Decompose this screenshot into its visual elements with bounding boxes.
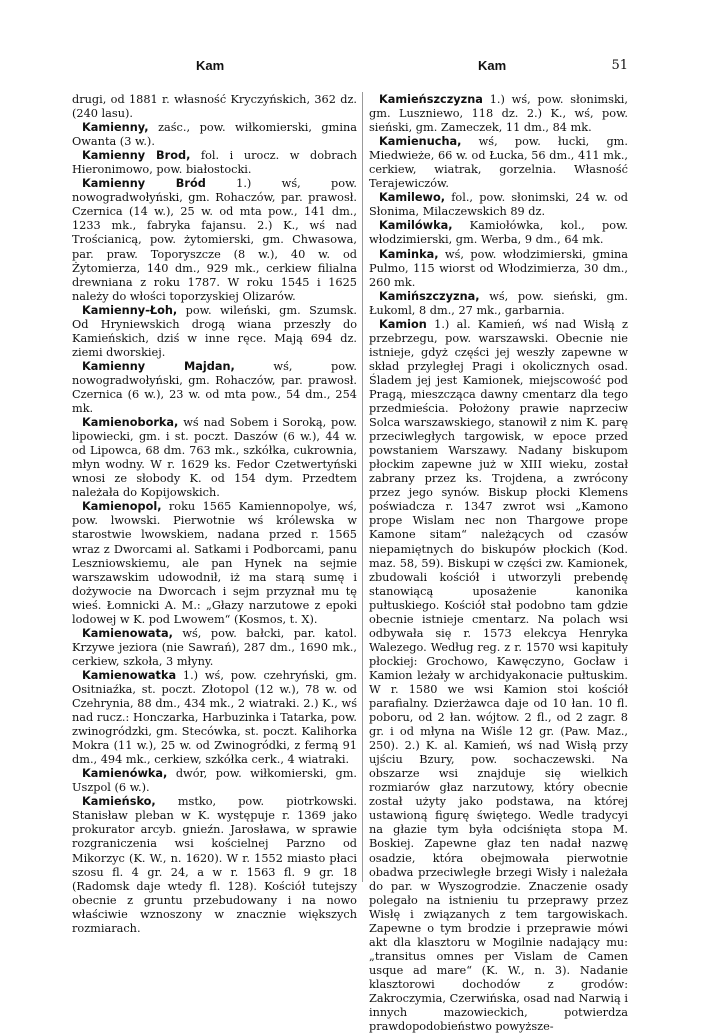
entry bbox=[72, 795, 357, 935]
entry-headword: Kamienowata, bbox=[82, 626, 173, 640]
entry bbox=[72, 304, 357, 360]
entry bbox=[369, 290, 628, 318]
left-column bbox=[72, 93, 357, 936]
entry bbox=[72, 121, 357, 149]
entry-text: roku 1565 Kamiennopolye, wś, pow. lwowski. Pierwotnie wś królewska w starostwie lwowskiem, nadana przed r. 1565 wraz z Dworcami al. Satkami i Podborcami, panu Leszniowskiemu, ale pan Hynek na sejmie warszawskim udowodnił, iż ma starą sumę i dożywocie na Dworcach i sejm przyznał mu tę wieś. Łomnicki A. M.: „Głazy narzutowe z epoki lodowej w K. pod Lwowem“ (Kosmos, t. X). bbox=[72, 500, 357, 626]
entry bbox=[72, 627, 357, 669]
entry-headword: Kamieńsko, bbox=[82, 795, 156, 809]
entry-text: pow. wileński, gm. Szumsk. Od Hryniewskich drogą wiana przeszły do Kamieńskich, dziś w inne ręce. Mają 694 dz. ziemi dworskiej. bbox=[72, 303, 357, 359]
entry-text: wś, pow. sieński, gm. Łukoml, 8 dm., 27 mk., garbarnia. bbox=[369, 289, 628, 317]
entry-text: 1.) wś, pow. czehryński, gm. Ositniaźka, st. poczt. Złotopol (12 w.), 78 w. od Czehrynia, 88 dm., 434 mk., 2 wiatraki. 2.) K., wś nad rucz.: Honczarka, Harbuzinka i Tatarka, pow. zwinogródzki, gm. Stecówka, st. poczt. Kalihorka Mokra (11 w.), 25 w. od Zwinogródki, z fermą 91 dm., 494 mk., cerkiew, szkółka cerk., 4 wiatraki. bbox=[72, 668, 357, 767]
entry bbox=[72, 669, 357, 767]
entry bbox=[72, 416, 357, 500]
entry-headword: Kamilówka, bbox=[379, 219, 453, 233]
entry-headword: Kamienoborka, bbox=[82, 416, 179, 430]
entry-text: 1.) wś, pow. nowogradwołyński, gm. Rohaczów, par. prawosł. Czernica (14 w.), 25 w. od mta pow., 141 dm., 1233 mk., fabryka fajansu. 2.) K., wś nad Trościanicą, pow. żytomierski, gm. Chwasowa, par. praw. Toporyszcze (8 w.), 40 w. od Żytomierza, 140 dm., 929 mk., cerkiew filialna drewniana z roku 1787. W roku 1545 i 1625 należy do włości toporzyskiej Olizarów. bbox=[72, 177, 357, 303]
entry bbox=[369, 248, 628, 290]
entry-headword: Kaminka, bbox=[379, 247, 439, 261]
entry bbox=[369, 318, 628, 1034]
entry-headword: Kamińszczyzna, bbox=[379, 289, 480, 303]
entry-headword: Kamion bbox=[379, 317, 427, 331]
entry-text: wś, pow. włodzimierski, gmina Pulmo, 115 wiorst od Włodzimierza, 30 dm., 260 mk. bbox=[369, 247, 628, 289]
right-column bbox=[369, 93, 628, 1034]
entry-headword: Kamienucha, bbox=[379, 135, 462, 149]
entry-text: fol., pow. słonimski, 24 w. od Słonima, Milaczewskich 89 dz. bbox=[369, 191, 628, 219]
entry bbox=[72, 360, 357, 416]
entry-text: 1.) wś, pow. słonimski, gm. Luszniewo, 118 dz. 2.) K., wś, pow. sieński, gm. Zameczek, 11 dm., 84 mk. bbox=[369, 93, 628, 135]
entry-text: dwór, pow. wiłkomierski, gm. Uszpol (6 w.). bbox=[72, 767, 357, 795]
entry-headword: Kamienny, bbox=[82, 121, 149, 135]
entry-headword: Kamienny Brod, bbox=[82, 149, 191, 163]
entry-text: Kamiołówka, kol., pow. włodzimierski, gm. Werba, 9 dm., 64 mk. bbox=[369, 219, 628, 247]
entry-headword: Kamienny Bród bbox=[82, 177, 206, 191]
entry bbox=[72, 149, 357, 177]
column-divider bbox=[362, 92, 363, 882]
entry bbox=[72, 93, 357, 121]
entry-headword: Kamienny Majdan, bbox=[82, 359, 235, 373]
entry-text: wś, pow. nowogradwołyński, gm. Rohaczów, par. prawosł. Czernica (6 w.), 23 w. od mta pow., 54 dm., 254 mk. bbox=[72, 359, 357, 416]
entry-headword: Kamieńszczyzna bbox=[379, 93, 483, 106]
entry-text: wś, pow. bałcki, par. katol. Krzywe jeziora (nie Sawrań), 287 dm., 1690 mk., cerkiew, szkoła, 3 młyny. bbox=[72, 626, 357, 668]
entry-text: wś nad Sobem i Soroką, pow. lipowiecki, gm. i st. poczt. Daszów (6 w.), 44 w. od Lipowca, 68 dm. 763 mk., szkółka, cukrownia, młyn wodny. W r. 1629 ks. Fedor Czetwertyński wnosi ze słobody K. od 154 dym. Przedtem należała do Kopijowskich. bbox=[72, 416, 357, 500]
entry bbox=[369, 135, 628, 191]
entry-headword: Kamienny-Łoh, bbox=[82, 303, 178, 317]
entry bbox=[369, 191, 628, 219]
entry bbox=[369, 219, 628, 247]
entry-headword: Kamilewo, bbox=[379, 191, 446, 205]
right-running-head: Kam bbox=[478, 58, 507, 73]
entry-headword: Kamienopol, bbox=[82, 500, 162, 514]
left-running-head: Kam bbox=[196, 58, 225, 73]
entry-text: drugi, od 1881 r. własność Kryczyńskich, 362 dz. (240 lasu). bbox=[72, 93, 357, 121]
entry-text: wś, pow. łucki, gm. Miedwieże, 66 w. od Łucka, 56 dm., 411 mk., cerkiew, wiatrak, gorzelnia. Własność Terajewiczów. bbox=[369, 135, 628, 191]
entry-text: fol. i urocz. w dobrach Hieronimowo, pow. białostocki. bbox=[72, 149, 357, 177]
entry-text: zaśc., pow. wiłkomierski, gmina Owanta (3 w.). bbox=[72, 121, 357, 149]
entry bbox=[369, 93, 628, 135]
entry-text: 1.) al. Kamień, wś nad Wisłą z przebrzegu, pow. warszawski. Obecnie nie istnieje, gdyż części jej weszły zapewne w skład przyległej Pragi i okolicznych osad. Śladem jej jest Kamionek, miejscowość pod Pragą, mieszcząca dawny cmentarz dla tego przedmieścia. Położony prawie naprzeciw Solca warszawskiego, stanowił z nim K. parę przeciwległych targowisk, w epoce przed powstaniem Warszawy. Nadany biskupom płockim zapewne już w XIII wieku, został zabrany przez ks. Trojdena, a zwrócony przez jego synów. Biskup płocki Klemens poświadcza r. 1347 zwrot wsi „Kamono prope Wislam nec non Thargowe prope Kamone sitam“ należących od czasów niepamiętnych do biskupów płockich (Kod. maz. 58, 59). Biskupi w części zw. Kamionek, zbudowali kościół i utworzyli prebendę stanowiącą uposażenie kanonika pułtuskiego. Kościół stał podobno tam gdzie obecnie istnieje cmentarz. Na polach wsi odbywała się r. 1573 elekcya Henryka Walezego. Według reg. z r. 1570 wsi kapituły płockiej: Grochowo, Kawęczyno, Gocław i Kamion leżały w archidyakonacie pułtuskim. W r. 1580 we wsi Kamion stoi kościół parafialny. Dzierżawca daje od 10 łan. 10 fl. poboru, od 2 łan. wójtow. 2 fl., od 2 zagr. 8 gr. i od młyna na Wiśle 12 gr. (Paw. Maz., 250). 2.) K. al. Kamień, wś nad Wisłą przy ujściu Bzury, pow. sochaczewski. Na obszarze wsi znajduje się wielkich rozmiarów głaz narzutowy, który obecnie został użyty jako podstawa, na której ustawioną figurę świętego. Wedle tradycyi na głazie tym była odciśnięta stopa M. Boskiej. Zapewne głaz ten nadał nazwę osadzie, która obejmowała pierwotnie obadwa przeciwległe brzegi Wisły i należała do par. w Wyszogrodzie. Znaczenie osady polegało na istnieniu tu przeprawy przez Wisłę i związanych z tem targowiskach. Zapewne o tym brodzie i przeprawie mówi akt dla klasztoru w Mogilnie nadający mu: „transitus omnes per Vislam de Camen usque ad mare“ (K. W., n. 3). Nadanie klasztorowi dochodów z grodów: Zakroczymia, Czerwińska, osad nad Narwią i innych mazowieckich, potwierdza prawdopodobieństwo powyższe- bbox=[369, 317, 628, 1034]
page-number: 51 bbox=[611, 58, 628, 73]
entry-headword: Kamienówka, bbox=[82, 767, 168, 781]
entry-text: mstko, pow. piotrkowski. Stanisław pleban w K. występuje r. 1369 jako prokurator arcyb. gnieźn. Jarosława, w sprawie rozgraniczenia wsi kościelnej Parzno od Mikorzyc (K. W., n. 1620). W r. 1552 miasto płaci szosu fl. 4 gr. 24, a w r. 1563 fl. 9 gr. 18 (Radomsk daje wtedy fl. 128). Kościół tutejszy obecnie z gruntu przebudowany i na nowo właściwie wznoszony w znacznie większych rozmiarach. bbox=[72, 795, 357, 935]
entry-headword: Kamienowatka bbox=[82, 668, 177, 682]
entry bbox=[72, 767, 357, 795]
entry bbox=[72, 500, 357, 626]
entry bbox=[72, 177, 357, 303]
